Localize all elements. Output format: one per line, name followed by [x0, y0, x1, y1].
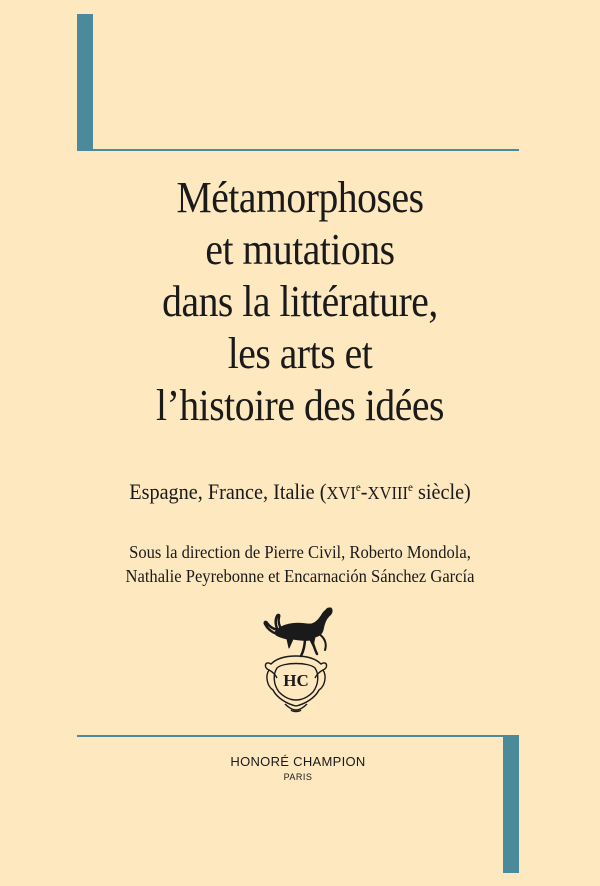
top-rule: [77, 149, 519, 151]
title-line: Métamorphoses: [176, 173, 424, 222]
emblem-monogram: HC: [283, 671, 309, 690]
publisher-name: HONORÉ CHAMPION: [230, 754, 366, 769]
subtitle-dash: -: [360, 479, 368, 504]
book-title: [66, 172, 534, 432]
subtitle-prefix: Espagne, France, Italie (: [129, 479, 327, 504]
horse-crest-emblem-icon: [255, 604, 337, 714]
title-line: et mutations: [205, 225, 395, 274]
subtitle-superscript: e: [408, 480, 413, 494]
title-line: dans la littérature,: [162, 277, 438, 326]
title-line: l’histoire des idées: [156, 381, 444, 430]
publisher-city: PARIS: [283, 772, 313, 782]
book-subtitle: [61, 478, 539, 507]
title-line: les arts et: [227, 329, 373, 378]
editors: [61, 540, 539, 588]
editors-line: Nathalie Peyrebonne et Encarnación Sánchez García: [125, 566, 475, 586]
subtitle-superscript: e: [355, 480, 361, 494]
bottom-rule: [77, 735, 519, 737]
subtitle-century-end: XVIII: [367, 483, 409, 503]
top-accent-bar: [77, 14, 93, 151]
subtitle-century-start: XVI: [326, 483, 356, 503]
editors-line: Sous la direction de Pierre Civil, Roberto Mondola,: [129, 542, 471, 562]
subtitle-suffix: siècle): [412, 479, 471, 504]
